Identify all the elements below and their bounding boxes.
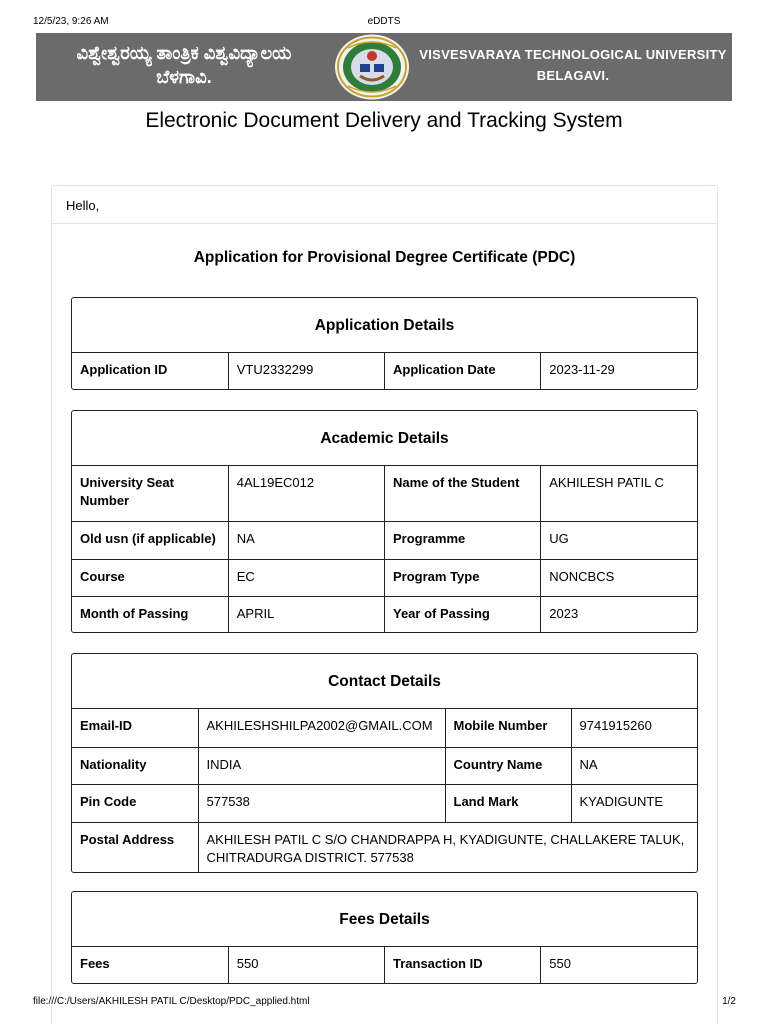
old-usn-label: Old usn (if applicable) xyxy=(72,521,228,559)
fees-details-section xyxy=(71,891,698,984)
banner-english-line1: VISVESVARAYA TECHNOLOGICAL UNIVERSITY xyxy=(419,47,727,62)
table-row xyxy=(72,747,697,784)
programme-label: Programme xyxy=(385,521,541,559)
fees-details-title: Fees Details xyxy=(72,892,697,947)
application-details-title: Application Details xyxy=(72,298,697,353)
course-label: Course xyxy=(72,559,228,596)
table-row xyxy=(72,521,697,559)
fees-details-table xyxy=(72,947,697,983)
print-file-url: file:///C:/Users/AKHILESH PATIL C/Desktop/PDC_applied.html xyxy=(33,996,310,1007)
pin-code-value: 577538 xyxy=(198,784,445,822)
nationality-label: Nationality xyxy=(72,747,198,784)
fees-label: Fees xyxy=(72,947,228,983)
usn-label: University Seat Number xyxy=(72,466,228,521)
postal-address-value: AKHILESH PATIL C S/O CHANDRAPPA H, KYADIGUNTE, CHALLAKERE TALUK, CHITRADURGA DISTRICT. 577538 xyxy=(206,831,685,865)
mobile-label: Mobile Number xyxy=(445,709,571,747)
email-label: Email-ID xyxy=(72,709,198,747)
application-details-table xyxy=(72,353,697,389)
application-title: Application for Provisional Degree Certificate (PDC) xyxy=(193,249,576,266)
country-value: NA xyxy=(571,747,697,784)
month-of-passing-label: Month of Passing xyxy=(72,596,228,632)
academic-details-title: Academic Details xyxy=(72,411,697,466)
usn-value: 4AL19EC012 xyxy=(228,466,384,521)
banner-kannada-line2: ಬೆಳಗಾವಿ. xyxy=(156,67,212,87)
application-date-value: 2023-11-29 xyxy=(549,362,615,377)
table-row xyxy=(72,559,697,596)
table-row xyxy=(72,709,697,747)
banner-kannada-line1: ವಿಶ್ವೇಶ್ವರಯ್ಯ ತಾಂತ್ರಿಕ ವಿಶ್ವವಿದ್ಯಾಲಯ xyxy=(76,43,292,63)
year-of-passing-value: 2023 xyxy=(549,605,579,621)
month-of-passing-value: APRIL xyxy=(228,596,384,632)
contact-details-title: Contact Details xyxy=(72,654,697,709)
course-value: EC xyxy=(228,559,384,596)
banner-kannada-name xyxy=(36,41,332,89)
academic-details-section xyxy=(71,410,698,633)
table-row xyxy=(72,947,697,983)
landmark-label: Land Mark xyxy=(445,784,571,822)
old-usn-value: NA xyxy=(228,521,384,559)
application-details-section xyxy=(71,297,698,390)
print-header xyxy=(0,16,768,30)
print-date: 12/5/23, 9:26 AM xyxy=(33,16,109,27)
landmark-value: KYADIGUNTE xyxy=(571,784,697,822)
academic-details-table xyxy=(72,466,697,632)
application-date-label: Application Date xyxy=(385,353,541,389)
nationality-value: INDIA xyxy=(198,747,445,784)
university-banner xyxy=(36,33,732,101)
pin-code-label: Pin Code xyxy=(72,784,198,822)
page-title: Electronic Document Delivery and Tracking System xyxy=(145,109,623,132)
greeting: Hello, xyxy=(52,186,717,224)
year-of-passing-label: Year of Passing xyxy=(385,596,541,632)
country-label: Country Name xyxy=(445,747,571,784)
email-value: AKHILESHSHILPA2002@GMAIL.COM xyxy=(198,709,445,747)
table-row xyxy=(72,822,697,872)
university-emblem-icon xyxy=(334,34,410,100)
print-page-number: 1/2 xyxy=(722,996,736,1007)
table-row xyxy=(72,353,697,389)
program-type-value: NONCBCS xyxy=(541,559,697,596)
mobile-value: 9741915260 xyxy=(571,709,697,747)
print-footer xyxy=(0,996,768,1010)
student-name-value: AKHILESH PATIL C xyxy=(541,466,697,521)
banner-english-line2: BELAGAVI. xyxy=(536,68,610,83)
contact-details-section xyxy=(71,653,698,873)
postal-address-label: Postal Address xyxy=(72,822,198,872)
print-title: eDDTS xyxy=(367,16,401,27)
fees-value: 550 xyxy=(228,947,384,983)
application-card xyxy=(51,185,718,1024)
table-row xyxy=(72,596,697,632)
transaction-id-label: Transaction ID xyxy=(385,947,541,983)
program-type-label: Program Type xyxy=(385,559,541,596)
transaction-id-value: 550 xyxy=(549,956,571,971)
application-id-value: VTU2332299 xyxy=(228,353,384,389)
application-id-label: Application ID xyxy=(72,353,228,389)
contact-details-table xyxy=(72,709,697,872)
table-row xyxy=(72,466,697,521)
banner-english-name xyxy=(414,44,732,86)
table-row xyxy=(72,784,697,822)
student-name-label: Name of the Student xyxy=(385,466,541,521)
programme-value: UG xyxy=(541,521,697,559)
